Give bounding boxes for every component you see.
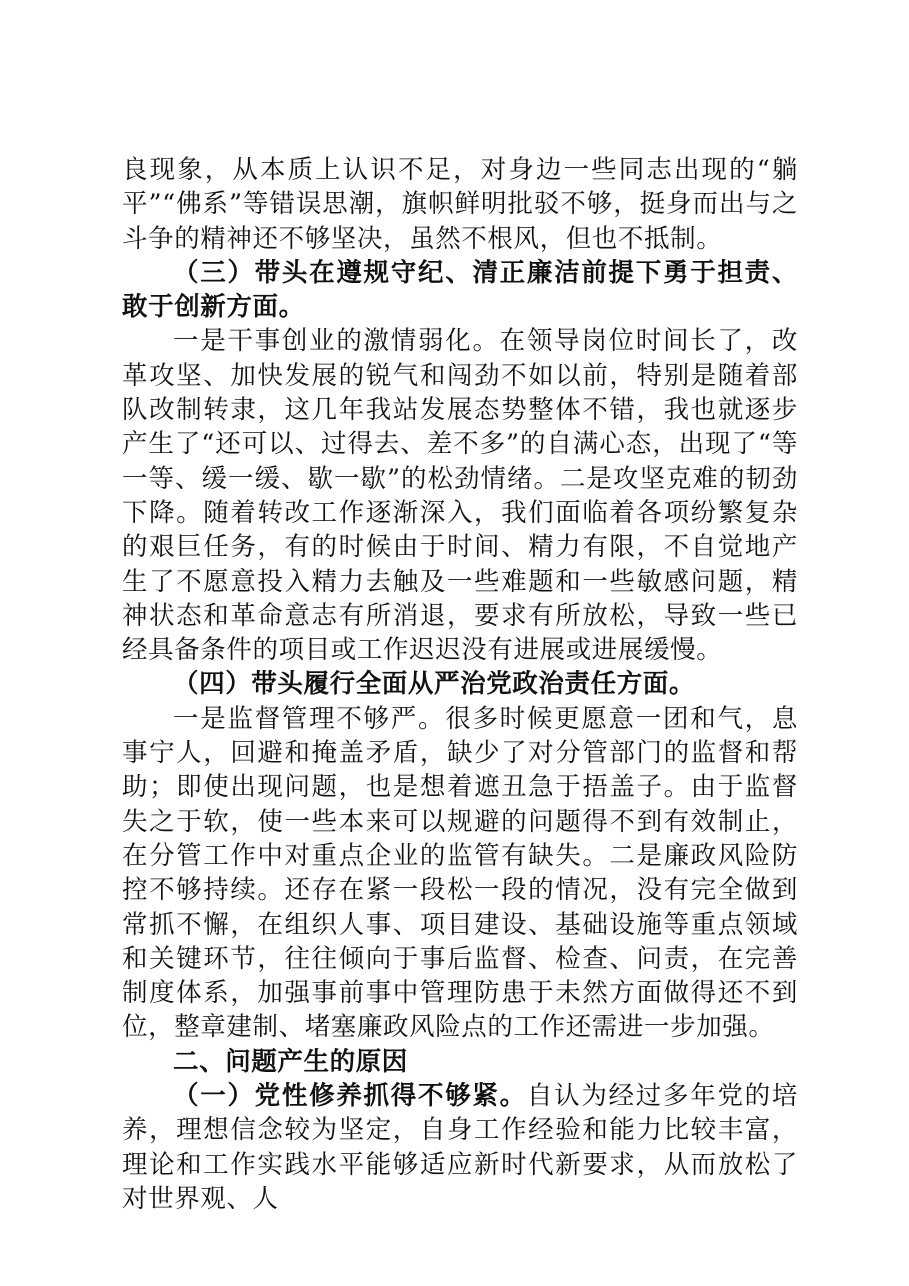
paragraph-supervision: 一是监督管理不够严。很多时候更愿意一团和气，息事宁人，回避和掩盖矛盾，缺少了对分管部门的监督和帮助；即使出现问题，也是想着遮丑急于捂盖子。由于监督失之于软，使一些本来可以规避的问题得不到有效制止，在分管工作中对重点企业的监管有缺失。二是廉政风险防控不够持续。还存在紧一段松一段的情况，没有完全做到常抓不懈，在组织人事、项目建设、基础设施等重点领域和关键环节，往往倾向于事后监督、检查、问责，在完善制度体系，加强事前事中管理防患于未然方面做得还不到位，整章建制、堵塞廉政风险点的工作还需进一步加强。: [122, 703, 798, 1043]
document-body: [122, 153, 798, 1216]
paragraph-party-cultivation: [122, 1079, 798, 1216]
section-title-causes: 二、问题产生的原因: [173, 1046, 408, 1077]
paragraph-lead-heading: （一）党性修养抓得不够紧。: [173, 1081, 527, 1112]
paragraph-enthusiasm: 一是干事创业的激情弱化。在领导岗位时间长了，改革攻坚、加快发展的锐气和闯劲不如以前，特别是随着部队改制转隶，这几年我站发展态势整体不错，我也就逐步产生了“还可以、过得去、差不多”的自满心态，出现了“等一等、缓一缓、歇一歇”的松劲情绪。二是攻坚克难的韧劲下降。随着转改工作逐渐深入，我们面临着各项纷繁复杂的艰巨任务，有的时候由于时间、精力有限，不自觉地产生了不愿意投入精力去触及一些难题和一些敏感问题，精神状态和革命意志有所消退，要求有所放松，导致一些已经具备条件的项目或工作迟迟没有进展或进展缓慢。: [122, 326, 798, 666]
paragraph-continuation: 良现象，从本质上认识不足，对身边一些同志出现的“躺平”“佛系”等错误思潮，旗帜鲜明批驳不够，挺身而出与之斗争的精神还不够坚决，虽然不根风，但也不抵制。: [122, 155, 798, 254]
paragraph-lead-body: 自认为经过多年党的培养，理想信念较为坚定，自身工作经验和能力比较丰富，理论和工作实践水平能够适应新时代新要求，从而放松了对世界观、人: [122, 1081, 798, 1214]
subheading-three: （三）带头在遵规守纪、清正廉洁前提下勇于担责、敢于创新方面。: [122, 257, 798, 323]
subheading-four: （四）带头履行全面从严治党政治责任方面。: [173, 669, 696, 700]
